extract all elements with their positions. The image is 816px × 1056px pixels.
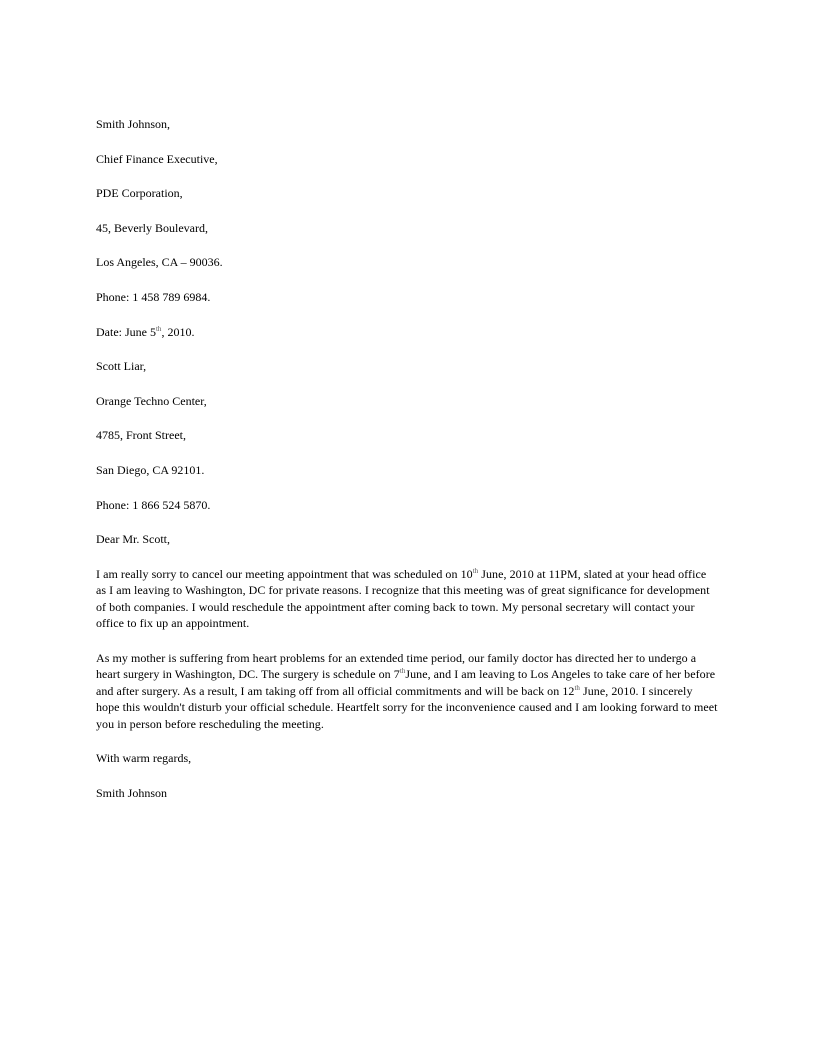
letter-body [96,116,718,819]
recipient-name: Scott Liar, [96,359,147,374]
date-ordinal: th [155,324,162,333]
paragraph-2-part-3: June, 2010. I sincerely hope this wouldn't disturb your official schedule. Heartfelt sorry for the inconvenience caused and I am looking forward to meet you in person before rescheduling the meeting. [96,683,718,731]
paragraph-2-part-2: June, and I am leaving to Los Angeles to take care of her before and after surgery. As a result, I am taking off from all official commitments and will be back on 12 [96,667,716,698]
paragraph-1-ordinal: th [472,566,479,575]
paragraph-1-part-2: June, 2010 at 11PM, slated at your head office as I am leaving to Washington, DC for private reasons. I recognize that this meeting was of great significance for development of both companies. I would reschedule the appointment after coming back to town. My personal secretary will contact your office to fix up an appointment. [96,566,710,631]
sender-city: Los Angeles, CA – 90036. [96,255,223,270]
paragraph-1 [96,566,718,632]
salutation: Dear Mr. Scott, [96,532,170,547]
paragraph-2-ordinal-2: th [574,683,580,692]
recipient-city: San Diego, CA 92101. [96,462,205,477]
paragraph-1-part-1: I am really sorry to cancel our meeting appointment that was scheduled on 10 [96,566,473,581]
paragraph-2-ordinal-1: th [399,667,406,676]
sender-title: Chief Finance Executive, [96,151,218,166]
paragraph-2 [96,650,718,733]
date-prefix: Date: June 5 [96,324,156,339]
sender-street: 45, Beverly Boulevard, [96,220,208,235]
recipient-company: Orange Techno Center, [96,393,207,408]
sender-name: Smith Johnson, [96,117,171,131]
letter-date [96,324,718,340]
sender-company: PDE Corporation, [96,186,183,201]
date-year: , 2010. [161,324,195,339]
recipient-phone: Phone: 1 866 524 5870. [96,497,211,512]
sender-phone: Phone: 1 458 789 6984. [96,289,211,304]
recipient-street: 4785, Front Street, [96,428,186,443]
closing: With warm regards, [96,751,192,766]
paragraph-2-part-1: As my mother is suffering from heart problems for an extended time period, our family doctor has directed her to undergo a heart surgery in Washington, DC. The surgery is schedule on 7 [96,650,697,682]
signature: Smith Johnson [96,785,168,800]
